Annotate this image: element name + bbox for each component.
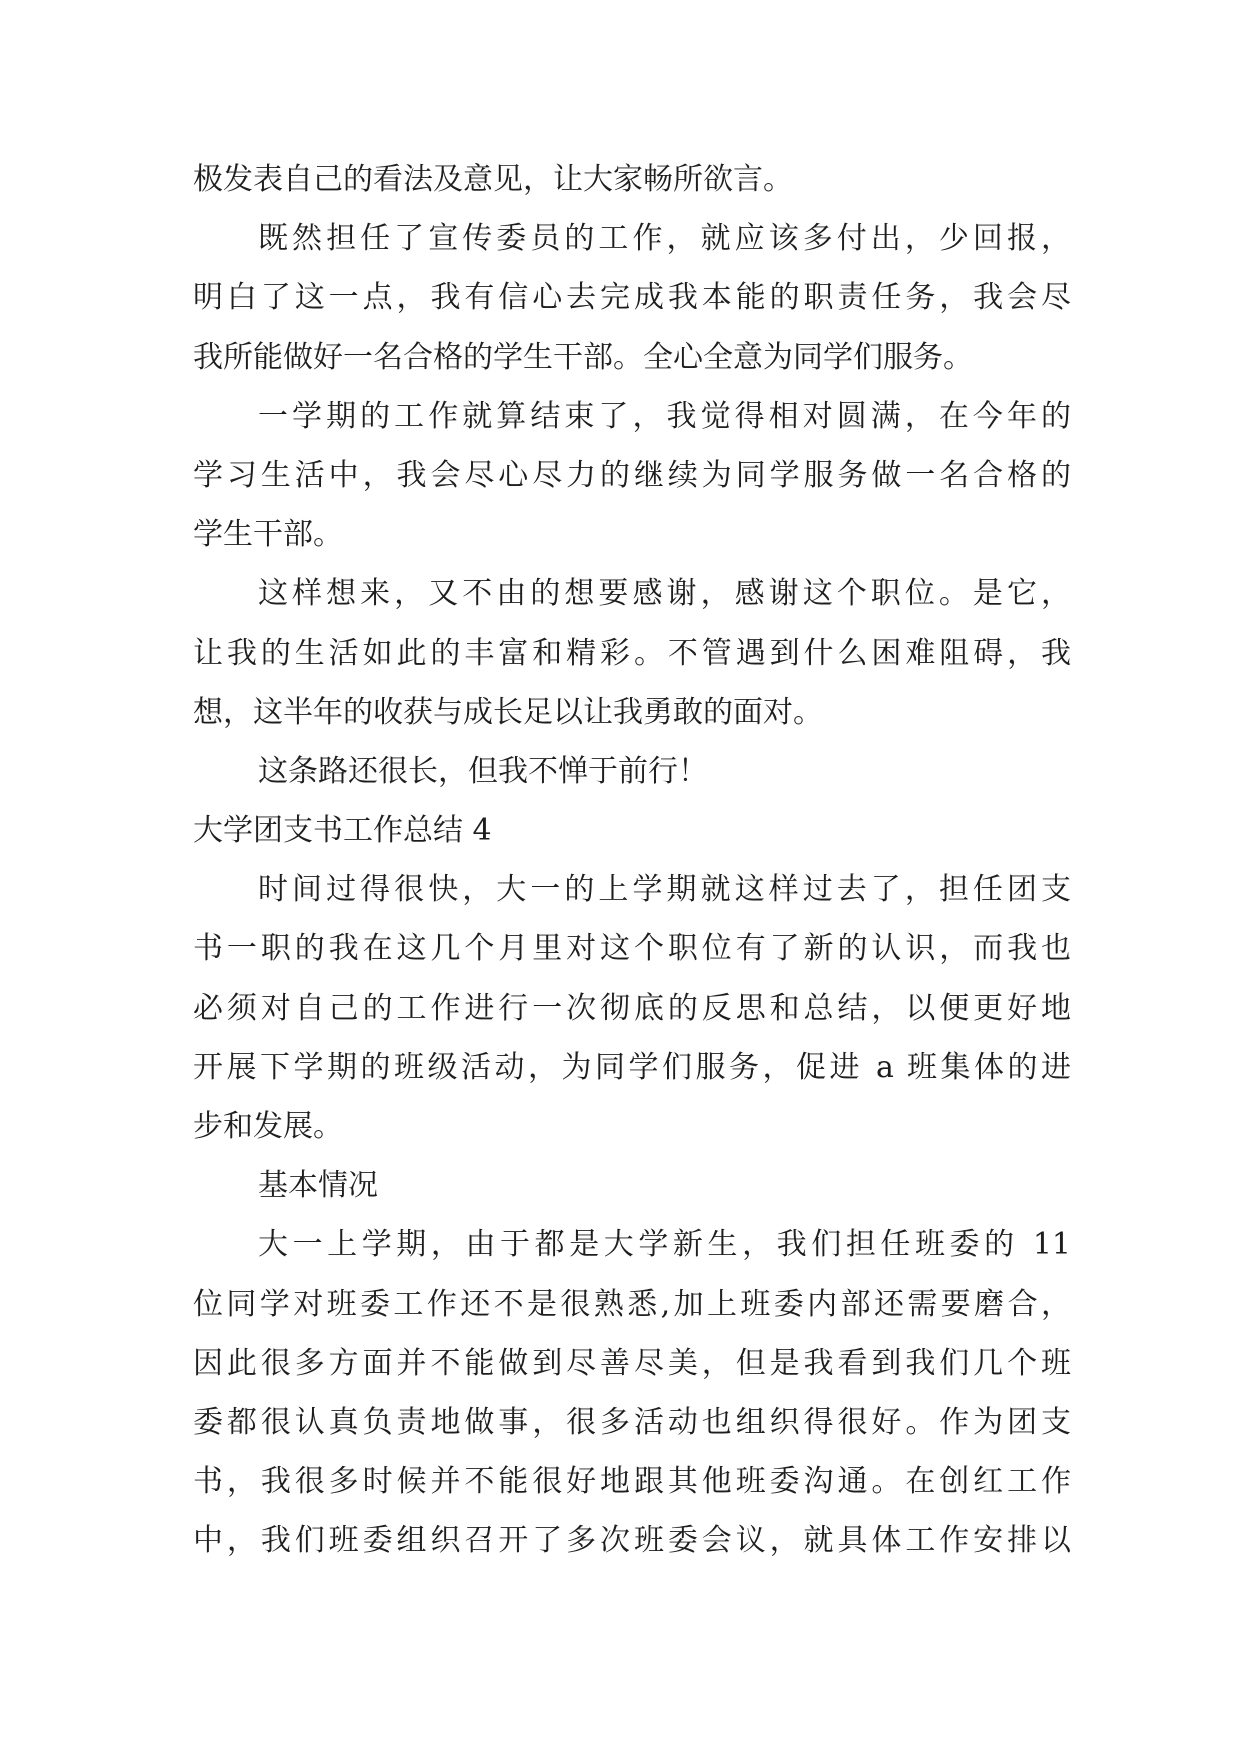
text-line: 步和发展。 [193,1109,343,1144]
text-line: 极发表自己的看法及意见，让大家畅所欲言。 [193,162,793,197]
section-heading [193,801,1071,860]
text-line: 书一职的我在这几个月里对这个职位有了新的认识，而我也 [193,931,1071,967]
text-line: 既然担任了宣传委员的工作，就应该多付出，少回报， [258,221,1071,257]
text-line: 我所能做好一名合格的学生干部。全心全意为同学们服务。 [193,339,973,375]
text-line: 让我的生活如此的丰富和精彩。不管遇到什么困难阻碍，我 [193,635,1071,671]
text-line: 这条路还很长，但我不惮于前行！ [258,753,708,789]
text-line: 大一上学期，由于都是大学新生，我们担任班委的 11 [258,1227,1071,1263]
document-body [193,150,1071,1571]
paragraph [193,860,1071,1156]
heading-text: 大学团支书工作总结 4 [193,813,492,849]
paragraph [193,564,1071,742]
text-line: 明白了这一点，我有信心去完成我本能的职责任务，我会尽 [193,280,1071,316]
text-line: 学生干部。 [193,517,343,553]
text-line: 因此很多方面并不能做到尽善尽美，但是我看到我们几个班 [193,1345,1071,1381]
text-line: 时间过得很快，大一的上学期就这样过去了，担任团支 [258,872,1071,908]
paragraph [193,1156,1071,1215]
text-line: 委都很认真负责地做事，很多活动也组织得很好。作为团支 [193,1404,1071,1440]
paragraph [193,150,1071,209]
text-line: 基本情况 [258,1168,378,1204]
text-line: 必须对自己的工作进行一次彻底的反思和总结，以便更好地 [193,990,1071,1026]
text-line: 学习生活中，我会尽心尽力的继续为同学服务做一名合格的 [193,457,1071,493]
paragraph [193,387,1071,565]
text-line: 中，我们班委组织召开了多次班委会议，就具体工作安排以 [193,1523,1071,1559]
text-line: 位同学对班委工作还不是很熟悉,加上班委内部还需要磨合， [193,1286,1071,1322]
paragraph [193,1215,1071,1570]
text-line: 这样想来，又不由的想要感谢，感谢这个职位。是它， [258,576,1071,612]
text-line: 一学期的工作就算结束了，我觉得相对圆满，在今年的 [258,398,1071,434]
text-line: 书，我很多时候并不能很好地跟其他班委沟通。在创红工作 [193,1464,1071,1500]
text-line: 开展下学期的班级活动，为同学们服务，促进 a 班集体的进 [193,1049,1071,1085]
paragraph [193,742,1071,801]
paragraph [193,209,1071,387]
text-line: 想，这半年的收获与成长足以让我勇敢的面对。 [193,694,823,730]
